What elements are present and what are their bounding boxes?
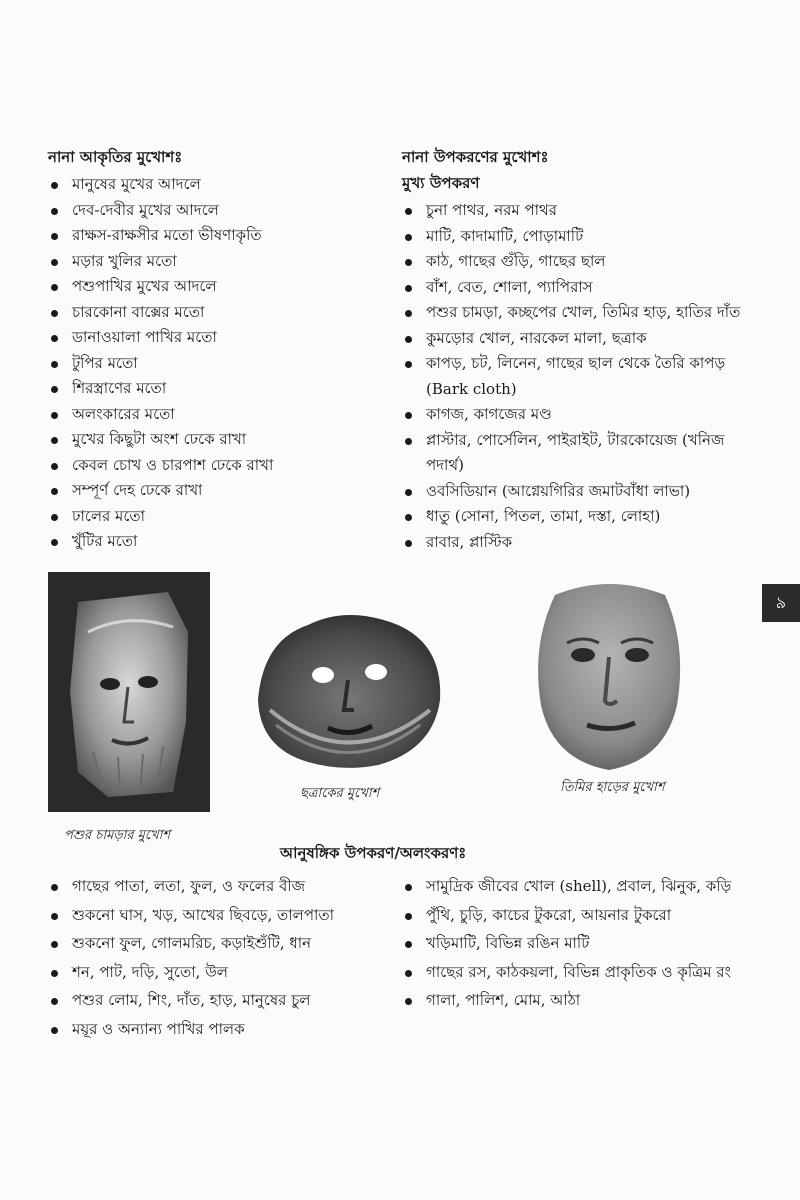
list-item: শুকনো ফুল, গোলমরিচ, কড়াইশুঁটি, ধান	[48, 931, 383, 957]
list-item: শুকনো ঘাস, খড়, আখের ছিবড়ে, তালপাতা	[48, 903, 383, 929]
list-item: পুঁথি, চুড়ি, কাচের টুকরো, আয়নার টুকরো	[402, 903, 747, 929]
list-item: সম্পূর্ণ দেহ ঢেকে রাখা	[48, 478, 368, 504]
list-item: ডানাওয়ালা পাখির মতো	[48, 325, 368, 351]
list-item: মানুষের মুখের আদলে	[48, 172, 368, 198]
list-item: মাটি, কাদামাটি, পোড়ামাটি	[402, 224, 747, 250]
list-item: কেবল চোখ ও চারপাশ ঢেকে রাখা	[48, 453, 368, 479]
accessories-left-list	[48, 874, 383, 1045]
list-item: রাবার, প্লাস্টিক	[402, 530, 747, 556]
list-item: ঢালের মতো	[48, 504, 368, 530]
list-item: কুমড়োর খোল, নারকেল মালা, ছত্রাক	[402, 326, 747, 352]
list-item: গাছের রস, কাঠকয়লা, বিভিন্ন প্রাকৃতিক ও কৃত্রিম রং	[402, 960, 747, 986]
list-item: কাপড়, চট, লিনেন, গাছের ছাল থেকে তৈরি কাপড় (Bark cloth)	[402, 351, 747, 402]
shapes-heading: নানা আকৃতির মুখোশঃ	[48, 148, 183, 166]
materials-heading: নানা উপকরণের মুখোশঃ	[402, 148, 549, 166]
list-item: কাঠ, গাছের গুঁড়ি, গাছের ছাল	[402, 249, 747, 275]
list-item: বাঁশ, বেত, শোলা, প্যাপিরাস	[402, 275, 747, 301]
list-item: অলংকারের মতো	[48, 402, 368, 428]
accessories-right-list	[402, 874, 747, 1017]
list-item: খড়িমাটি, বিভিন্ন রঙিন মাটি	[402, 931, 747, 957]
materials-list	[402, 198, 747, 555]
list-item: শিরস্ত্রাণের মতো	[48, 376, 368, 402]
list-item: মড়ার খুলির মতো	[48, 249, 368, 275]
list-item: চুনা পাথর, নরম পাথর	[402, 198, 747, 224]
list-item: ওবসিডিয়ান (আগ্নেয়গিরির জমাটবাঁধা লাভা)	[402, 479, 747, 505]
list-item: কাগজ, কাগজের মণ্ড	[402, 402, 747, 428]
list-item: পশুর চামড়া, কচ্ছপের খোল, তিমির হাড়, হাতির দাঁত	[402, 300, 747, 326]
list-item: চারকোনা বাক্সের মতো	[48, 300, 368, 326]
list-item: মুখের কিছুটা অংশ ঢেকে রাখা	[48, 427, 368, 453]
list-item: গালা, পালিশ, মোম, আঠা	[402, 988, 747, 1014]
materials-subheading: মুখ্য উপকরণ	[402, 174, 480, 192]
shapes-list	[48, 172, 368, 555]
page-number-tab: ৯	[762, 584, 800, 622]
list-item: গাছের পাতা, লতা, ফুল, ও ফলের বীজ	[48, 874, 383, 900]
fungus-mask-caption: ছত্রাকের মুখোশ	[300, 786, 380, 801]
leather-mask-caption: পশুর চামড়ার মুখোশ	[64, 828, 171, 843]
list-item: দেব-দেবীর মুখের আদলে	[48, 198, 368, 224]
whale-bone-mask-photo	[525, 575, 693, 775]
leather-mask-photo	[48, 572, 210, 812]
list-item: ময়ূর ও অন্যান্য পাখির পালক	[48, 1017, 383, 1043]
list-item: শন, পাট, দড়ি, সুতো, উল	[48, 960, 383, 986]
list-item: সামুদ্রিক জীবের খোল (shell), প্রবাল, ঝিনুক, কড়ি	[402, 874, 747, 900]
list-item: টুপির মতো	[48, 351, 368, 377]
fungus-mask-photo	[248, 600, 448, 775]
whale-bone-mask-caption: তিমির হাড়ের মুখোশ	[560, 780, 665, 795]
list-item: প্লাস্টার, পোর্সেলিন, পাইরাইট, টারকোয়েজ (খনিজ পদার্থ)	[402, 428, 747, 479]
list-item: পশুপাখির মুখের আদলে	[48, 274, 368, 300]
accessories-heading: আনুষঙ্গিক উপকরণ/অলংকরণঃ	[280, 844, 467, 862]
list-item: ধাতু (সোনা, পিতল, তামা, দস্তা, লোহা)	[402, 504, 747, 530]
list-item: রাক্ষস-রাক্ষসীর মতো ভীষণাকৃতি	[48, 223, 368, 249]
list-item: পশুর লোম, শিং, দাঁত, হাড়, মানুষের চুল	[48, 988, 383, 1014]
list-item: খুঁটির মতো	[48, 529, 368, 555]
